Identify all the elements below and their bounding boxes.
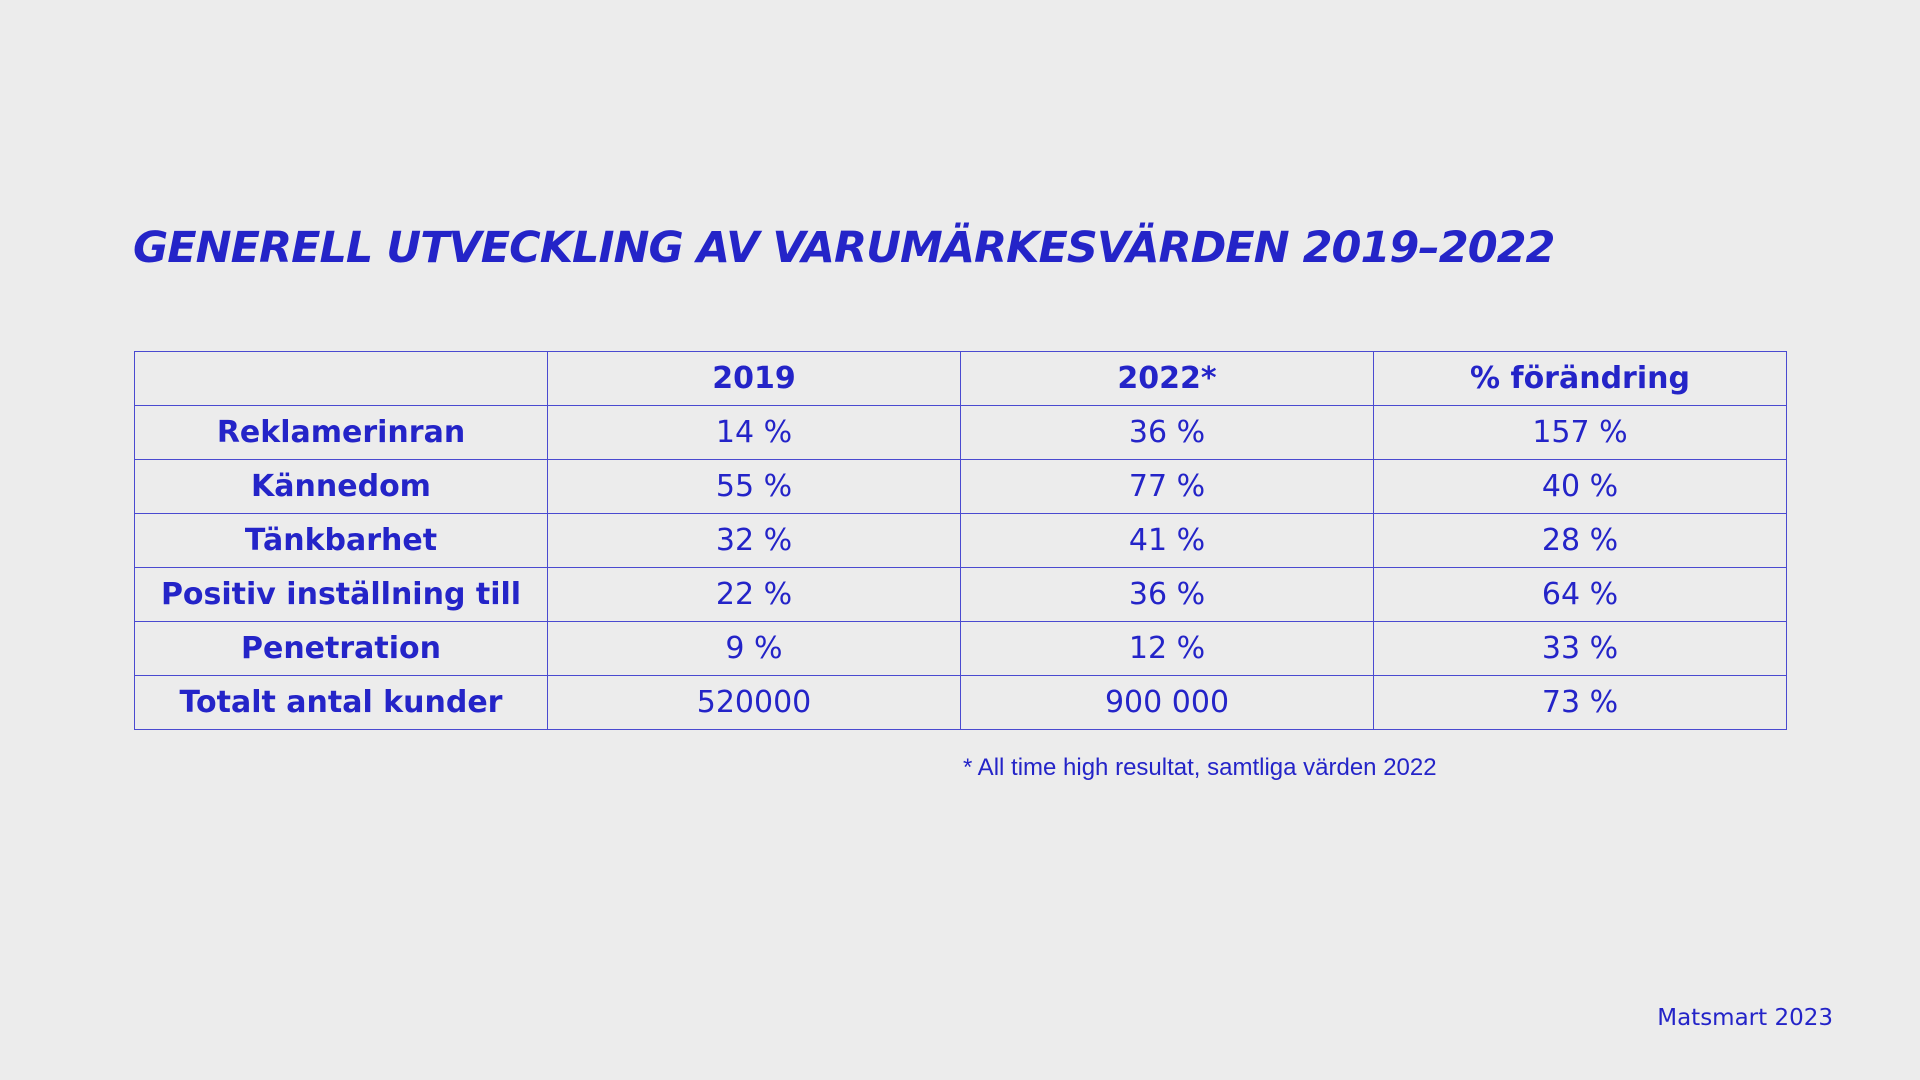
table-row xyxy=(135,676,1787,730)
table-cell: 55 % xyxy=(548,460,961,514)
table-header-row xyxy=(135,352,1787,406)
table-header-cell-2019: 2019 xyxy=(548,352,961,406)
table-cell: 36 % xyxy=(961,568,1374,622)
table-header-cell-empty xyxy=(135,352,548,406)
table-row xyxy=(135,406,1787,460)
table-cell: 9 % xyxy=(548,622,961,676)
table-cell: 33 % xyxy=(1374,622,1787,676)
table-row xyxy=(135,622,1787,676)
table-header-cell-change: % förändring xyxy=(1374,352,1787,406)
row-label: Positiv inställning till xyxy=(135,568,548,622)
table-cell: 28 % xyxy=(1374,514,1787,568)
table-cell: 40 % xyxy=(1374,460,1787,514)
table-cell: 900 000 xyxy=(961,676,1374,730)
page-title: GENERELL UTVECKLING AV VARUMÄRKESVÄRDEN 2019–2022 xyxy=(133,223,1555,273)
table-cell: 41 % xyxy=(961,514,1374,568)
brand-metrics-table xyxy=(134,351,1787,730)
table-cell: 64 % xyxy=(1374,568,1787,622)
table-row xyxy=(135,514,1787,568)
table-header-cell-2022: 2022* xyxy=(961,352,1374,406)
row-label: Totalt antal kunder xyxy=(135,676,548,730)
row-label: Penetration xyxy=(135,622,548,676)
table-cell: 14 % xyxy=(548,406,961,460)
credit-text: Matsmart 2023 xyxy=(1657,1005,1833,1031)
table-cell: 12 % xyxy=(961,622,1374,676)
table-cell: 36 % xyxy=(961,406,1374,460)
table-cell: 22 % xyxy=(548,568,961,622)
row-label: Kännedom xyxy=(135,460,548,514)
table-cell: 77 % xyxy=(961,460,1374,514)
table-row xyxy=(135,460,1787,514)
table-cell: 32 % xyxy=(548,514,961,568)
row-label: Tänkbarhet xyxy=(135,514,548,568)
table-row xyxy=(135,568,1787,622)
row-label: Reklamerinran xyxy=(135,406,548,460)
table-cell: 73 % xyxy=(1374,676,1787,730)
table-cell: 520000 xyxy=(548,676,961,730)
footnote: * All time high resultat, samtliga värden 2022 xyxy=(963,754,1437,781)
table-cell: 157 % xyxy=(1374,406,1787,460)
